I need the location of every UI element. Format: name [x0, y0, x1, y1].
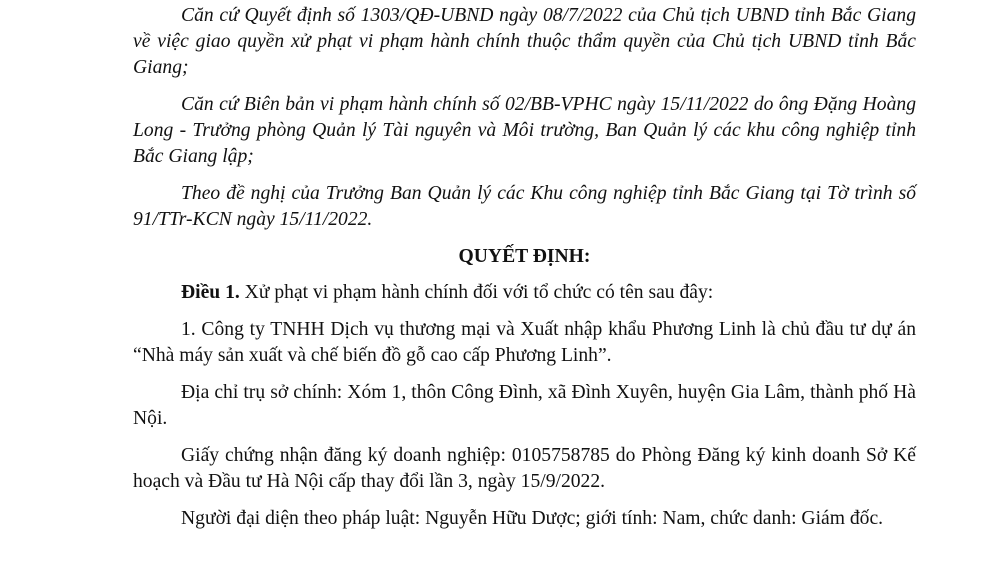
- preamble-proposal: Theo đề nghị của Trưởng Ban Quản lý các Khu công nghiệp tỉnh Bắc Giang tại Tờ trình số 91/TTr-KCN ngày 15/11/2022.: [133, 183, 916, 230]
- legal-representative: Người đại diện theo pháp luật: Nguyễn Hữu Dược; giới tính: Nam, chức danh: Giám đốc.: [181, 508, 884, 529]
- article-1-text: Xử phạt vi phạm hành chính đối với tổ chức có tên sau đây:: [239, 282, 714, 303]
- preamble-decision-basis: Căn cứ Quyết định số 1303/QĐ-UBND ngày 08/7/2022 của Chủ tịch UBND tỉnh Bắc Giang về việc giao quyền xử phạt vi phạm hành chính thuộc thẩm quyền của Chủ tịch UBND tỉnh Bắc Giang;: [133, 5, 916, 78]
- article-1: [133, 280, 916, 306]
- organization-address: Địa chỉ trụ sở chính: Xóm 1, thôn Công Đình, xã Đình Xuyên, huyện Gia Lâm, thành phố Hà Nội.: [133, 382, 916, 429]
- business-registration: Giấy chứng nhận đăng ký doanh nghiệp: 0105758785 do Phòng Đăng ký kinh doanh Sở Kế hoạch và Đầu tư Hà Nội cấp thay đổi lần 3, ngày 15/9/2022.: [133, 445, 916, 492]
- organization-name: 1. Công ty TNHH Dịch vụ thương mại và Xuất nhập khẩu Phương Linh là chủ đầu tư dự án “Nhà máy sản xuất và chế biến đồ gỗ cao cấp Phương Linh”.: [133, 319, 916, 366]
- decision-heading: QUYẾT ĐỊNH:: [458, 246, 591, 267]
- preamble-violation-record: Căn cứ Biên bản vi phạm hành chính số 02/BB-VPHC ngày 15/11/2022 do ông Đặng Hoàng Long - Trưởng phòng Quản lý Tài nguyên và Môi trường, Ban Quản lý các khu công nghiệp tỉnh Bắc Giang lập;: [133, 94, 916, 167]
- article-1-label: Điều 1.: [181, 282, 240, 303]
